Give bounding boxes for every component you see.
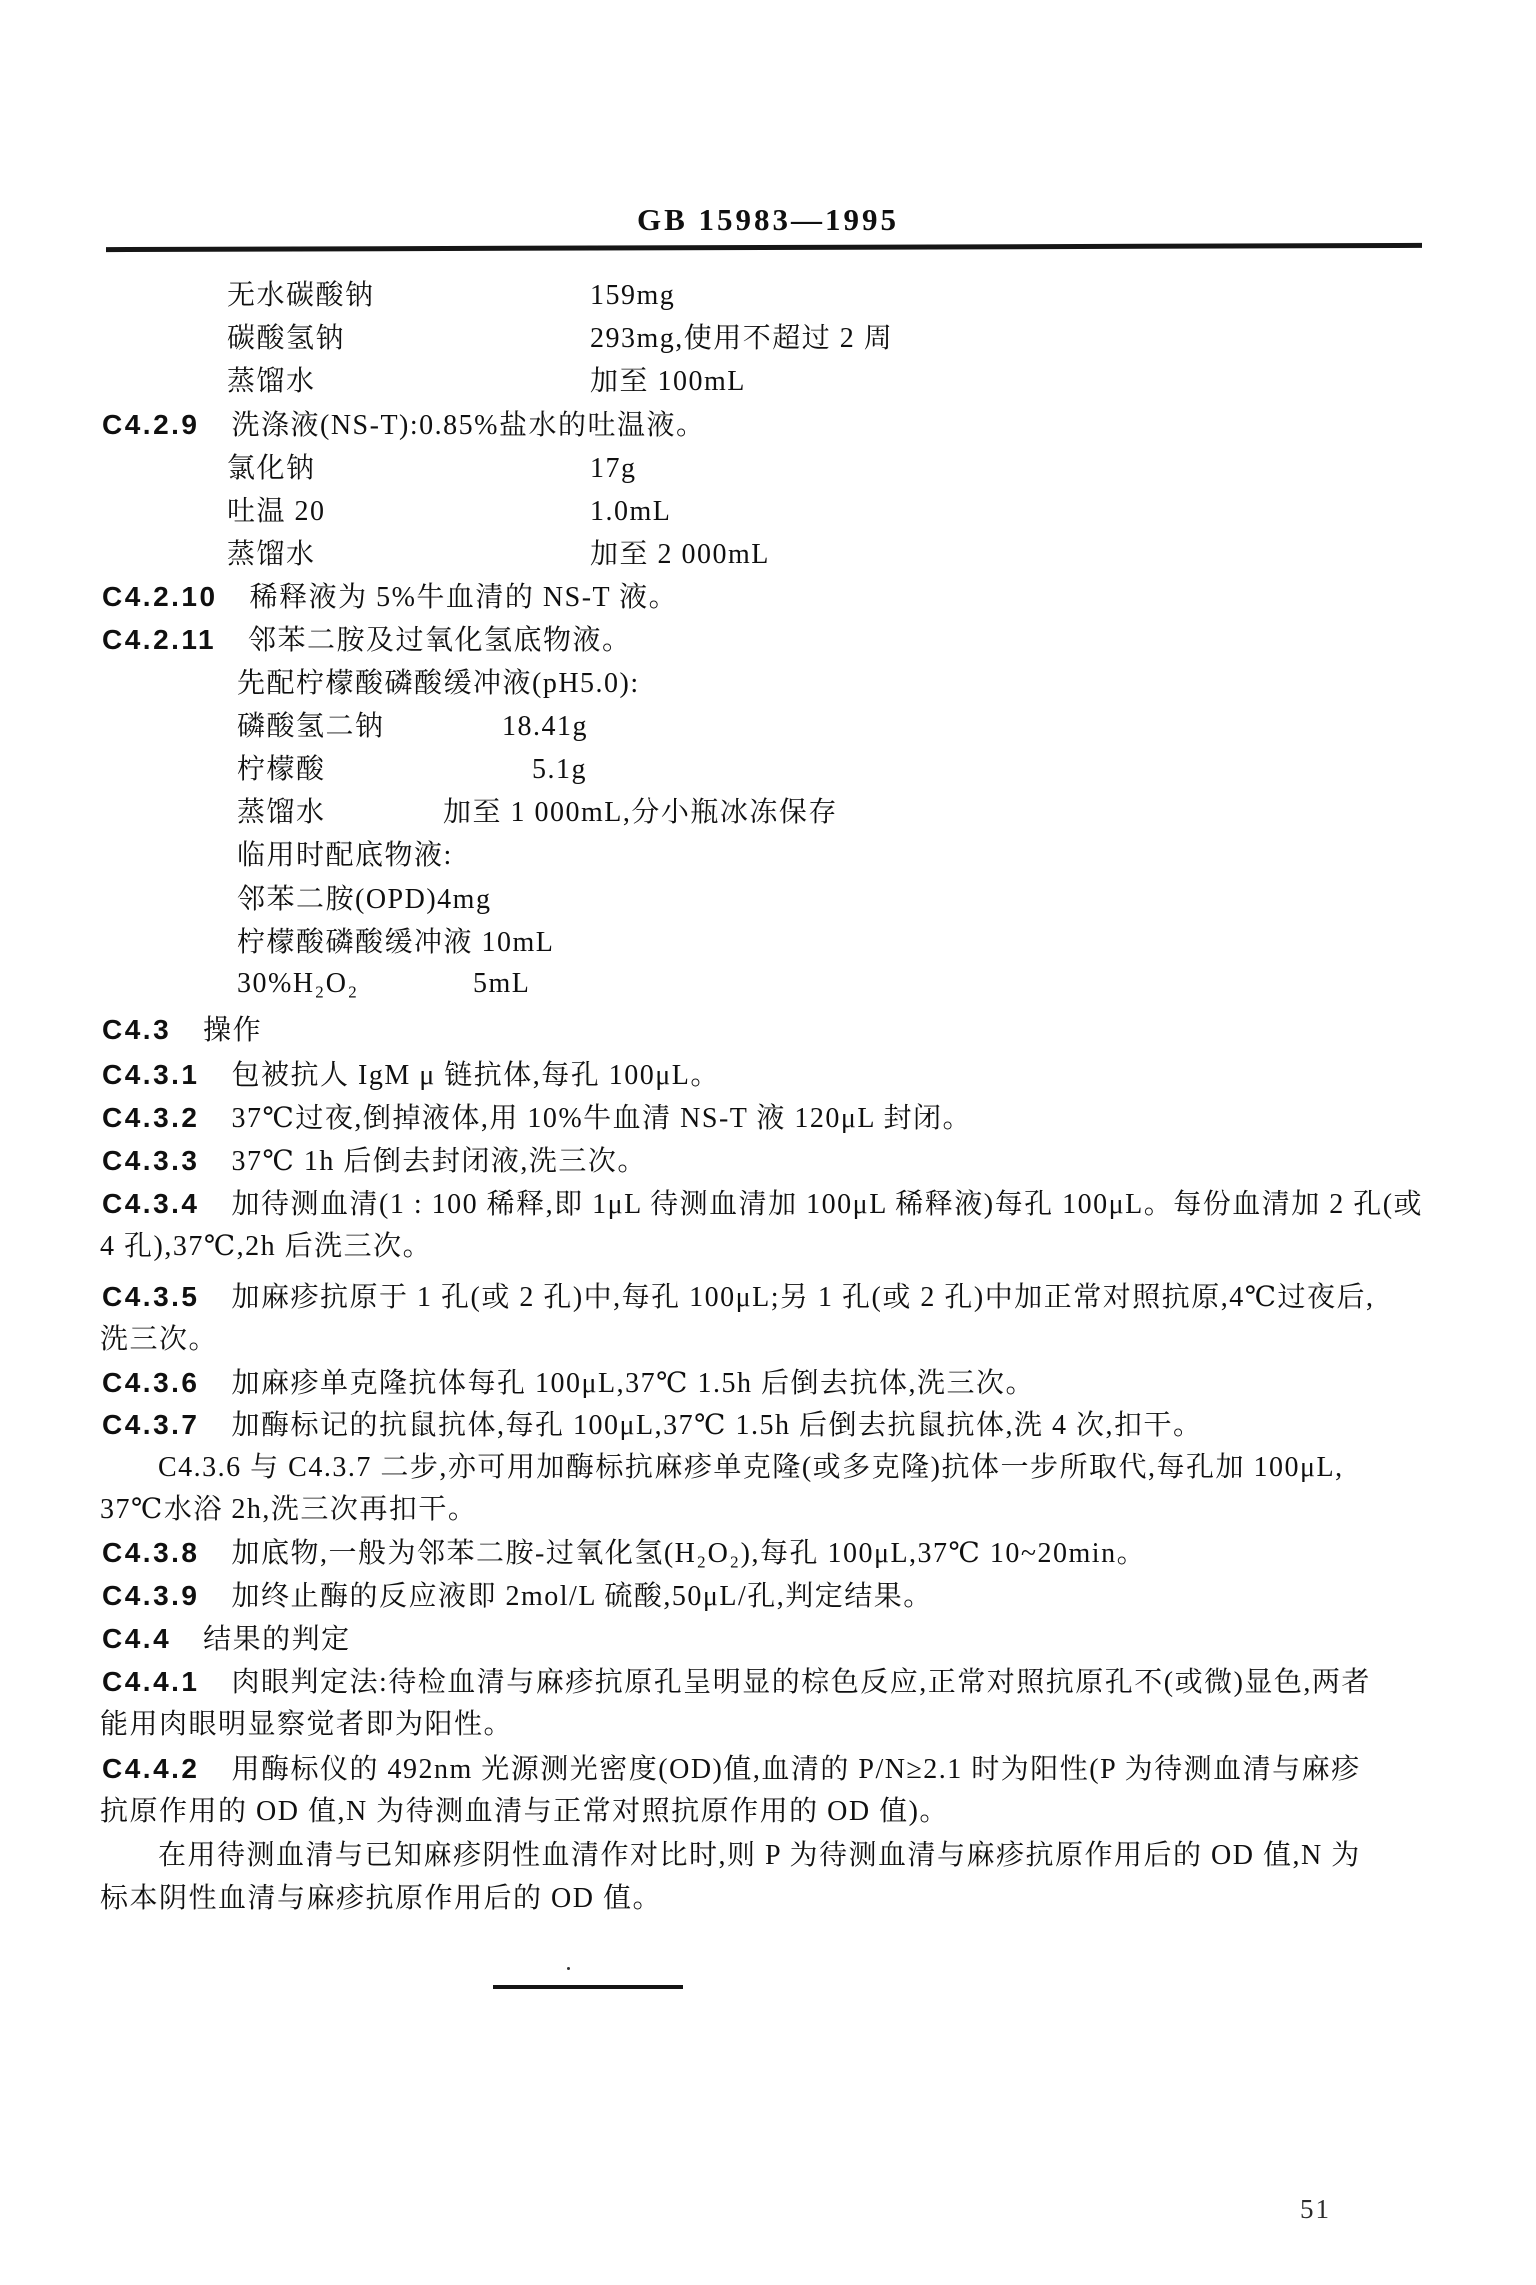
section-c4.4 — [102, 1623, 351, 1655]
page-number: 51 — [1300, 2194, 1331, 2224]
section-text: 加酶标记的抗鼠抗体,每孔 100μL,37℃ 1.5h 后倒去抗鼠抗体,洗 4 次,扣干。 — [231, 1410, 1203, 1441]
section-c4.3.5 — [102, 1281, 1375, 1313]
recipe-value: 加至 1 000mL,分小瓶冰冻保存 — [443, 797, 838, 828]
section-c4.3.9 — [102, 1580, 933, 1612]
recipe-value: 加至 2 000mL — [590, 539, 770, 570]
section-text: 加待测血清(1 : 100 稀释,即 1μL 待测血清加 100μL 稀释液)每孔 100μL。每份血清加 2 孔(或 — [231, 1189, 1424, 1220]
recipe-label: 吐温 20 — [227, 496, 326, 527]
section-number: C4.3.5 — [102, 1281, 200, 1312]
section-c4.2.10 — [102, 581, 678, 613]
section-number: C4.3.1 — [102, 1059, 200, 1090]
section-c4.3.4 — [102, 1188, 1423, 1220]
section-text: 包被抗人 IgM μ 链抗体,每孔 100μL。 — [231, 1060, 720, 1091]
section-number: C4.3.2 — [102, 1102, 200, 1133]
recipe-row — [237, 797, 838, 828]
recipe-label: 30%H₂O₂ — [237, 968, 359, 999]
recipe-value: 17g — [590, 453, 637, 484]
section-number: C4.3.3 — [102, 1145, 200, 1176]
section-c4.3 — [102, 1014, 262, 1046]
paragraph-line: 在用待测血清与已知麻疹阴性血清作对比时,则 P 为待测血清与麻疹抗原作用后的 OD 值,N 为 — [158, 1840, 1361, 1871]
continuation-line: 37℃水浴 2h,洗三次再扣干。 — [100, 1494, 478, 1525]
section-end-rule — [493, 1985, 683, 1989]
section-number: C4.2.11 — [102, 624, 217, 655]
section-number: C4.3 — [102, 1014, 172, 1045]
section-c4.3.8 — [102, 1537, 1146, 1569]
section-text: 加麻疹抗原于 1 孔(或 2 孔)中,每孔 100μL;另 1 孔(或 2 孔)中加正常对照抗原,4℃过夜后, — [231, 1282, 1375, 1313]
continuation-line: 4 孔),37℃,2h 后洗三次。 — [100, 1231, 433, 1262]
recipe-row — [237, 968, 531, 999]
text-line: 柠檬酸磷酸缓冲液 10mL — [237, 927, 555, 958]
section-text: 稀释液为 5%牛血清的 NS-T 液。 — [249, 582, 679, 613]
section-c4.4.1 — [102, 1666, 1371, 1698]
section-c4.3.1 — [102, 1059, 720, 1091]
continuation-line: 标本阴性血清与麻疹抗原作用后的 OD 值。 — [100, 1883, 662, 1914]
recipe-value: 加至 100mL — [590, 366, 746, 397]
continuation-line: 洗三次。 — [100, 1324, 219, 1355]
section-text: 肉眼判定法:待检血清与麻疹抗原孔呈明显的棕色反应,正常对照抗原孔不(或微)显色,两者 — [231, 1667, 1371, 1698]
section-c4.3.6 — [102, 1367, 1035, 1399]
section-number: C4.3.7 — [102, 1409, 200, 1440]
section-number: C4.3.6 — [102, 1367, 200, 1398]
recipe-row — [237, 754, 587, 785]
section-c4.3.2 — [102, 1102, 972, 1134]
recipe-row — [227, 280, 676, 311]
recipe-label: 磷酸氢二钠 — [237, 711, 385, 742]
continuation-line: 能用肉眼明显察觉者即为阳性。 — [100, 1709, 514, 1740]
recipe-value: 293mg,使用不超过 2 周 — [590, 323, 894, 354]
section-text: 结果的判定 — [203, 1624, 351, 1655]
recipe-row — [227, 453, 637, 484]
recipe-label: 蒸馏水 — [227, 539, 316, 570]
section-number: C4.4.1 — [102, 1666, 200, 1697]
section-c4.3.7 — [102, 1409, 1202, 1441]
section-text: 邻苯二胺及过氧化氢底物液。 — [248, 625, 632, 656]
paragraph-line: C4.3.6 与 C4.3.7 二步,亦可用加酶标抗麻疹单克隆(或多克隆)抗体一步所取代,每孔加 100μL, — [158, 1452, 1344, 1483]
section-c4.2.9 — [102, 409, 705, 441]
scan-speck — [567, 1967, 570, 1970]
section-number: C4.2.9 — [102, 409, 200, 440]
recipe-value: 1.0mL — [590, 496, 672, 527]
recipe-row — [237, 711, 588, 742]
recipe-value: 159mg — [590, 280, 676, 311]
section-number: C4.3.9 — [102, 1580, 200, 1611]
recipe-row — [227, 323, 894, 354]
recipe-value: 5.1g — [532, 754, 587, 785]
recipe-value: 18.41g — [502, 711, 588, 742]
section-text: 加底物,一般为邻苯二胺-过氧化氢(H₂O₂),每孔 100μL,37℃ 10~20min。 — [231, 1538, 1147, 1569]
recipe-label: 氯化钠 — [227, 453, 316, 484]
recipe-value: 5mL — [473, 968, 531, 999]
recipe-label: 碳酸氢钠 — [227, 323, 346, 354]
section-c4.3.3 — [102, 1145, 647, 1177]
section-text: 37℃ 1h 后倒去封闭液,洗三次。 — [231, 1146, 647, 1177]
recipe-row — [227, 496, 672, 527]
section-number: C4.4 — [102, 1623, 172, 1654]
section-c4.2.11 — [102, 624, 632, 656]
recipe-row — [227, 366, 746, 397]
recipe-label: 蒸馏水 — [237, 797, 326, 828]
recipe-label: 柠檬酸 — [237, 754, 326, 785]
recipe-label: 蒸馏水 — [227, 366, 316, 397]
section-number: C4.3.8 — [102, 1537, 200, 1568]
section-number: C4.4.2 — [102, 1753, 200, 1784]
section-text: 加麻疹单克隆抗体每孔 100μL,37℃ 1.5h 后倒去抗体,洗三次。 — [231, 1368, 1035, 1399]
section-text: 操作 — [203, 1015, 263, 1046]
section-c4.4.2 — [102, 1753, 1361, 1785]
recipe-label: 无水碳酸钠 — [227, 280, 375, 311]
section-text: 加终止酶的反应液即 2mol/L 硫酸,50μL/孔,判定结果。 — [231, 1581, 933, 1612]
continuation-line: 抗原作用的 OD 值,N 为待测血清与正常对照抗原作用的 OD 值)。 — [100, 1796, 949, 1827]
section-text: 洗涤液(NS-T):0.85%盐水的吐温液。 — [231, 410, 706, 441]
standard-code-header: GB 15983—1995 — [636, 202, 900, 237]
section-text: 37℃过夜,倒掉液体,用 10%牛血清 NS-T 液 120μL 封闭。 — [231, 1103, 972, 1134]
section-text: 用酶标仪的 492nm 光源测光密度(OD)值,血清的 P/N≥2.1 时为阳性(P 为待测血清与麻疹 — [231, 1754, 1361, 1785]
text-line: 先配柠檬酸磷酸缓冲液(pH5.0): — [237, 668, 640, 699]
text-line: 邻苯二胺(OPD)4mg — [237, 884, 492, 915]
header-rule — [106, 243, 1422, 252]
text-line: 临用时配底物液: — [237, 840, 453, 871]
recipe-row — [227, 539, 770, 570]
section-number: C4.2.10 — [102, 581, 218, 612]
section-number: C4.3.4 — [102, 1188, 200, 1219]
